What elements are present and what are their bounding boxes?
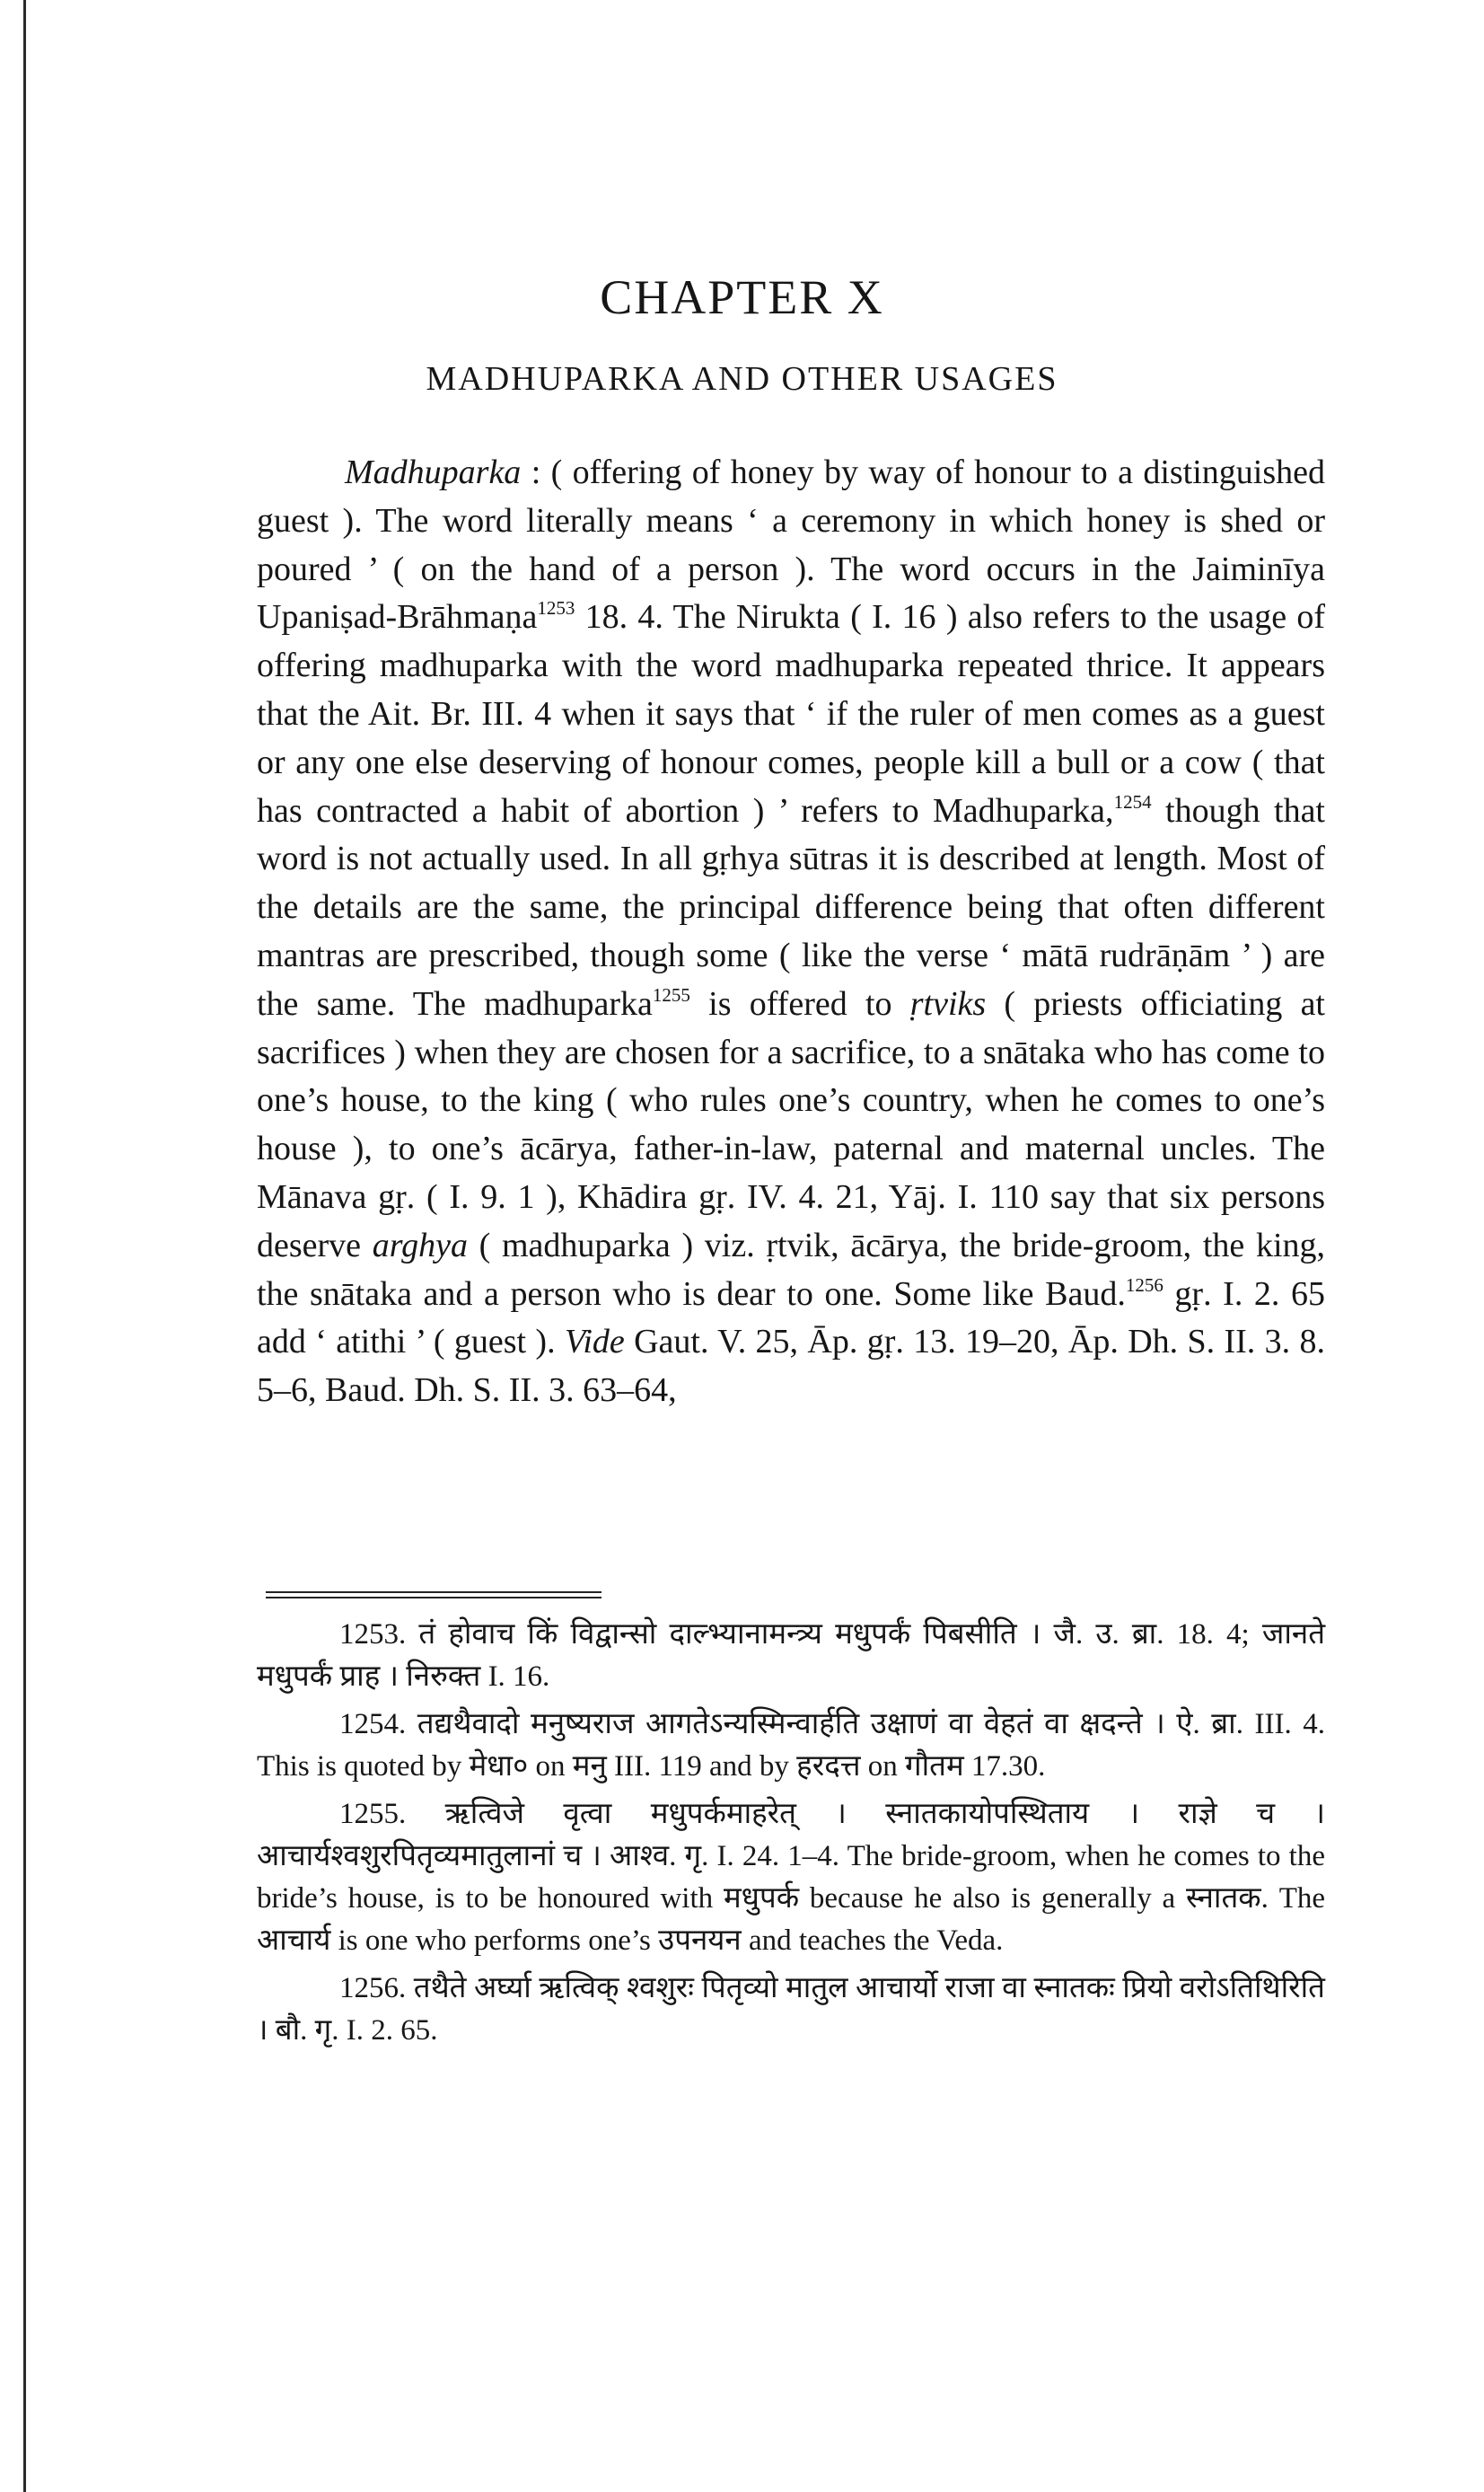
body-paragraph	[257, 449, 1325, 1415]
footnote-text: तथैते अर्घ्या ऋत्विक् श्वशुरः पितृव्यो मातुल आचार्यो राजा वा स्नातकः प्रियो वरोऽतिथिरिति । बौ. गृ. I. 2. 65.	[257, 1972, 1325, 2047]
footnotes-section	[257, 1614, 1325, 2057]
footnote-text: ऋत्विजे वृत्वा मधुपर्कमाहरेत् । स्नातकायोपस्थिताय । राज्ञे च । आचार्यश्वशुरपितृव्यमातुलानां च । आश्व. गृ. I. 24. 1–4. The bride-groom, when he comes to the bride’s house, is to be honoured with मधुपर्क because he also is generally a स्नातक. The आचार्य is one who performs one’s उपनयन and teaches the Veda.	[257, 1798, 1325, 1957]
footnote-separator	[266, 1591, 602, 1598]
body-text-2: 18. 4. The Nirukta ( I. 16 ) also refers to the usage of offering madhuparka with the word madhuparka repeated thrice. It appears that the Ait. Br. III. 4 when it says that ‘ if the ruler of men comes as a guest or any one else deserving of honour comes, people kill a bull or a cow ( that has contracted a habit of abortion ) ’ refers to Madhuparka,	[257, 598, 1325, 830]
body-text-1: : ( offering of honey by way of honour to a distinguished guest ). The word literally means ‘ a ceremony in which honey is shed or poured ’ ( on the hand of a person ). The word occurs in the Jaiminīya Upaniṣad-Brāhmaṇa	[257, 453, 1325, 637]
footnote-number: 1254.	[339, 1708, 407, 1740]
footnote-ref-1254[interactable]: 1254	[1113, 790, 1152, 813]
footnote-1254	[257, 1704, 1325, 1788]
body-text-7: gṛ. I. 2. 65 add ‘ atithi ’ ( guest ).	[257, 1274, 1325, 1361]
footnote-text: तं होवाच किं विद्वान्सो दाल्भ्यानामन्त्र्य मधुपर्कं पिबसीति । जै. उ. ब्रा. 18. 4; जानते मधुपर्कं प्राह । निरुक्त I. 16.	[257, 1618, 1325, 1693]
footnote-ref-1255[interactable]: 1255	[652, 983, 690, 1006]
chapter-title: CHAPTER X	[600, 270, 884, 324]
footnote-1253	[257, 1614, 1325, 1698]
chapter-subtitle: MADHUPARKA AND OTHER USAGES	[426, 360, 1058, 398]
term-arghya: arghya	[372, 1226, 468, 1264]
footnote-text: तद्यथैवादो मनुष्यराज आगतेऽन्यस्मिन्वार्हति उक्षाणं वा वेहतं वा क्षदन्ते । ऐ. ब्रा. III. 4. This is quoted by मेधा० on मनु III. 119 and by हरदत्त on गौतम 17.30.	[257, 1708, 1325, 1783]
footnote-ref-1253[interactable]: 1253	[537, 597, 575, 620]
body-text-8: Gaut. V. 25, Āp. gṛ. 13. 19–20, Āp. Dh. S. II. 3. 8. 5–6, Baud. Dh. S. II. 3. 63–64,	[257, 1323, 1325, 1410]
body-text-3: though that word is not actually used. In all gṛhya sūtras it is described at length. Most of the details are the same, the principal difference being that often different mantras are prescribed, though some ( like the verse ‘ mātā rudrāṇām ’ ) are the same. The madhuparka	[257, 791, 1325, 1023]
body-text-4: is offered to	[689, 984, 910, 1023]
footnote-number: 1253.	[339, 1618, 407, 1651]
body-text-6: ( madhuparka ) viz. ṛtvik, ācārya, the bride-groom, the king, the snātaka and a person who is dear to one. Some like Baud.	[257, 1226, 1325, 1313]
footnote-number: 1255.	[339, 1798, 407, 1830]
footnote-1255	[257, 1793, 1325, 1962]
term-ritviks: ṛtviks	[909, 984, 987, 1023]
term-madhuparka: Madhuparka	[345, 453, 522, 491]
term-vide: Vide	[564, 1323, 625, 1361]
footnote-number: 1256.	[339, 1972, 407, 2004]
body-text-5: ( priests officiating at sacrifices ) when they are chosen for a sacrifice, to a snātaka who has come to one’s house, to the king ( who rules one’s country, when he comes to one’s house ), to one’s ācārya, father-in-law, paternal and maternal uncles. The Mānava gṛ. ( I. 9. 1 ), Khādira gṛ. IV. 4. 21, Yāj. I. 110 say that six persons deserve	[257, 984, 1325, 1264]
footnote-1256	[257, 1968, 1325, 2052]
footnote-ref-1256[interactable]: 1256	[1125, 1273, 1163, 1296]
